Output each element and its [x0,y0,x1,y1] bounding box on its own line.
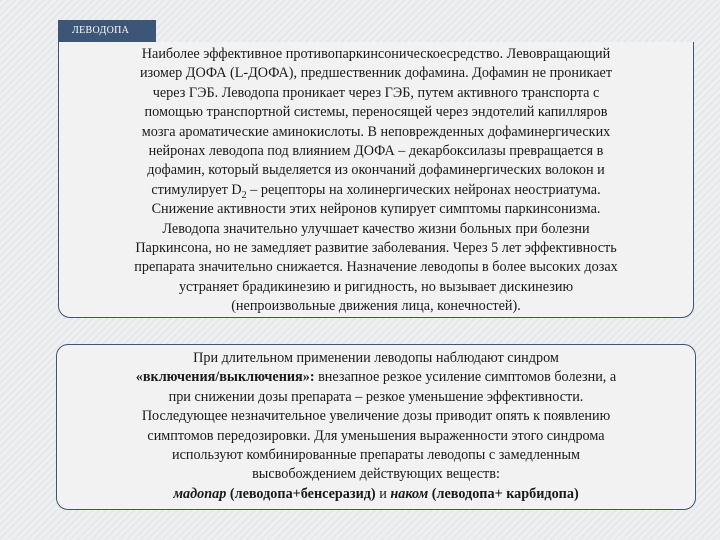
text-line: препарата значительно снижается. Назначение леводопы в более высоких дозах [134,259,618,276]
text-line: (непроизвольные движения лица, конечностей). [231,298,521,315]
text-line: высвобождением действующих веществ: [252,466,500,483]
text-line: Последующее незначительное увеличение дозы приводит опять к появлению [141,408,611,425]
slide-title-tab [58,20,156,42]
description-box [58,42,694,318]
text-line: Снижение активности этих нейронов купирует симптомы паркинсонизма. [151,201,601,218]
syndrome-box [56,344,696,510]
subscript: 2 [241,189,247,201]
drug-name-nakom: наком [390,485,429,502]
text-line: Наиболее эффективное противопаркинсоническоесредство. Левовращающий [141,46,611,62]
drug-name-madopar: мадопар [173,485,227,502]
text-line: При длительном применении леводопы наблюдают синдром [193,350,559,366]
text-line: симптомов передозировки. Для уменьшения выраженности этого синдрома [147,427,605,444]
drug-composition: (леводопа+бенсеразид) [226,485,380,502]
text-line: устраняет брадикинезию и ригидность, но вызывает дискинезию [178,278,574,295]
conjunction: и [379,485,391,502]
text-line: мозга ароматические аминокислоты. В неповрежденных дофаминергических [141,123,611,140]
text-line-receptor [63,181,689,200]
text-line: Паркинсона, но не замедляет развитие заболевания. Через 5 лет эффективность [135,240,617,257]
text-line: при снижении дозы препарата – резкое уменьшение эффективности. [168,388,584,405]
slide-title: ЛЕВОДОПА [72,25,130,36]
drug-composition: (леводопа+ карбидопа) [428,485,579,502]
text-line: используют комбинированные препараты леводопы с замедленным [172,447,580,464]
text-line: через ГЭБ. Леводопа проникает через ГЭБ, путем активного транспорта с [152,84,600,101]
text-line: Леводопа значительно улучшает качество жизни больных при болезни [162,220,590,237]
text-line: помощью транспортной системы, переносящей через эндотелий капилляров [144,104,608,121]
text-line: дофамин, который выделяется из окончаний дофаминергических волокон и [147,162,605,179]
text-fragment: – рецепторы на холинергических нейронах неостриатума. [246,181,601,198]
syndrome-term: «включения/выключения»: [135,369,315,386]
text-line: нейронах леводопа под влиянием ДОФА – декарбоксилазы превращается в [148,143,604,160]
drug-combinations [61,485,691,504]
text-line: изомер ДОФА (L-ДОФА), предшественник дофамина. Дофамин не проникает [139,65,613,82]
text-fragment: внезапное резкое усиление симптомов болезни, а [314,369,617,386]
text-line-syndrome [61,368,691,387]
text-fragment: стимулирует D [151,181,242,198]
